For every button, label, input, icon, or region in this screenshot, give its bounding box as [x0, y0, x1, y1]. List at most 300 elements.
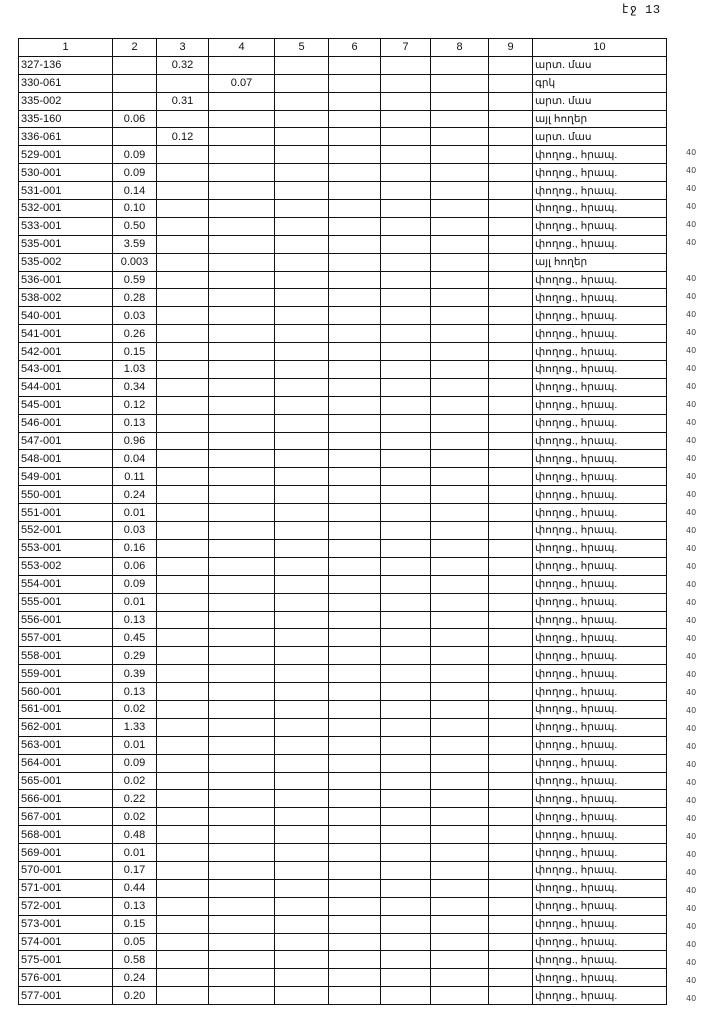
table-row: [19, 897, 667, 915]
empty-cell: [381, 146, 431, 164]
empty-cell: [489, 897, 533, 915]
table-row: [19, 56, 667, 74]
area-col3: [157, 897, 209, 915]
area-col3: [157, 879, 209, 897]
land-use-description: փողոց., հրապ.: [533, 486, 667, 504]
area-col4: [209, 754, 275, 772]
area-col4: [209, 378, 275, 396]
empty-cell: [431, 808, 489, 826]
parcel-code: 557-001: [19, 629, 113, 647]
table-row: [19, 790, 667, 808]
area-col2: 0.05: [113, 933, 157, 951]
empty-cell: [329, 164, 381, 182]
empty-cell: [329, 665, 381, 683]
land-use-description: փողոց., հրապ.: [533, 468, 667, 486]
parcel-code: 570-001: [19, 861, 113, 879]
empty-cell: [381, 772, 431, 790]
column-header: 9: [489, 39, 533, 57]
empty-cell: [275, 343, 329, 361]
area-col4: [209, 683, 275, 701]
parcel-code: 335-002: [19, 92, 113, 110]
empty-cell: [431, 361, 489, 379]
table-row: [19, 665, 667, 683]
empty-cell: [431, 343, 489, 361]
parcel-code: 535-002: [19, 253, 113, 271]
empty-cell: [381, 879, 431, 897]
table-row: [19, 271, 667, 289]
parcel-code: 561-001: [19, 700, 113, 718]
empty-cell: [489, 343, 533, 361]
area-col2: 0.24: [113, 969, 157, 987]
empty-cell: [489, 987, 533, 1005]
empty-cell: [431, 897, 489, 915]
table-row: [19, 700, 667, 718]
empty-cell: [329, 808, 381, 826]
empty-cell: [381, 253, 431, 271]
margin-annotation: 40: [686, 274, 697, 283]
parcel-code: 543-001: [19, 361, 113, 379]
empty-cell: [381, 647, 431, 665]
empty-cell: [381, 844, 431, 862]
empty-cell: [381, 951, 431, 969]
area-col3: [157, 951, 209, 969]
area-col4: [209, 826, 275, 844]
area-col2: 0.02: [113, 700, 157, 718]
area-col3: [157, 361, 209, 379]
area-col4: [209, 271, 275, 289]
area-col3: [157, 790, 209, 808]
empty-cell: [329, 325, 381, 343]
area-col4: [209, 200, 275, 218]
parcel-code: 540-001: [19, 307, 113, 325]
empty-cell: [329, 951, 381, 969]
empty-cell: [489, 396, 533, 414]
empty-cell: [431, 826, 489, 844]
empty-cell: [275, 74, 329, 92]
parcel-code: 548-001: [19, 450, 113, 468]
land-use-description: արտ. մաս: [533, 56, 667, 74]
empty-cell: [489, 772, 533, 790]
empty-cell: [431, 861, 489, 879]
land-use-description: այլ հողեր: [533, 253, 667, 271]
parcel-code: 551-001: [19, 504, 113, 522]
empty-cell: [431, 432, 489, 450]
empty-cell: [381, 826, 431, 844]
empty-cell: [489, 522, 533, 540]
margin-annotation: 40: [686, 382, 697, 391]
empty-cell: [275, 253, 329, 271]
empty-cell: [275, 629, 329, 647]
area-col2: [113, 92, 157, 110]
area-col4: [209, 897, 275, 915]
empty-cell: [329, 575, 381, 593]
empty-cell: [431, 271, 489, 289]
parcel-code: 577-001: [19, 987, 113, 1005]
empty-cell: [275, 611, 329, 629]
area-col3: [157, 629, 209, 647]
empty-cell: [489, 432, 533, 450]
empty-cell: [329, 235, 381, 253]
land-use-description: փողոց., հրապ.: [533, 378, 667, 396]
area-col3: [157, 343, 209, 361]
margin-annotation: 40: [686, 760, 697, 769]
area-col4: [209, 844, 275, 862]
empty-cell: [329, 522, 381, 540]
table-row: [19, 611, 667, 629]
empty-cell: [329, 56, 381, 74]
land-use-description: փողոց., հրապ.: [533, 200, 667, 218]
parcel-code: 565-001: [19, 772, 113, 790]
empty-cell: [275, 450, 329, 468]
empty-cell: [329, 468, 381, 486]
empty-cell: [381, 861, 431, 879]
empty-cell: [381, 718, 431, 736]
land-use-description: փողոց., հրապ.: [533, 844, 667, 862]
area-col4: [209, 504, 275, 522]
area-col2: 0.06: [113, 110, 157, 128]
empty-cell: [489, 128, 533, 146]
empty-cell: [431, 647, 489, 665]
table-row: [19, 969, 667, 987]
area-col2: [113, 128, 157, 146]
land-use-description: փողոց., հրապ.: [533, 539, 667, 557]
empty-cell: [275, 128, 329, 146]
area-col4: [209, 128, 275, 146]
empty-cell: [489, 146, 533, 164]
area-col2: 0.01: [113, 593, 157, 611]
margin-annotation: 40: [686, 598, 697, 607]
empty-cell: [381, 361, 431, 379]
land-use-description: գրկ: [533, 74, 667, 92]
empty-cell: [431, 128, 489, 146]
empty-cell: [381, 611, 431, 629]
empty-cell: [489, 718, 533, 736]
table-row: [19, 128, 667, 146]
empty-cell: [329, 647, 381, 665]
area-col2: 0.16: [113, 539, 157, 557]
empty-cell: [431, 414, 489, 432]
empty-cell: [381, 933, 431, 951]
table-row: [19, 146, 667, 164]
margin-annotation: 40: [686, 778, 697, 787]
empty-cell: [329, 700, 381, 718]
empty-cell: [329, 969, 381, 987]
table-row: [19, 217, 667, 235]
area-col4: [209, 987, 275, 1005]
parcel-code: 538-002: [19, 289, 113, 307]
area-col2: 0.09: [113, 754, 157, 772]
empty-cell: [489, 575, 533, 593]
land-use-description: փողոց., հրապ.: [533, 772, 667, 790]
area-col3: [157, 200, 209, 218]
empty-cell: [329, 557, 381, 575]
empty-cell: [431, 164, 489, 182]
empty-cell: [431, 539, 489, 557]
area-col2: 0.13: [113, 414, 157, 432]
land-use-description: փողոց., հրապ.: [533, 951, 667, 969]
empty-cell: [489, 665, 533, 683]
empty-cell: [329, 897, 381, 915]
parcel-code: 563-001: [19, 736, 113, 754]
margin-annotation: 40: [686, 940, 697, 949]
land-use-description: փողոց., հրապ.: [533, 289, 667, 307]
margin-annotation: 40: [686, 922, 697, 931]
empty-cell: [489, 200, 533, 218]
land-use-description: արտ. մաս: [533, 92, 667, 110]
table-row: [19, 951, 667, 969]
empty-cell: [275, 361, 329, 379]
empty-cell: [329, 486, 381, 504]
empty-cell: [329, 271, 381, 289]
area-col3: [157, 861, 209, 879]
area-col3: [157, 146, 209, 164]
empty-cell: [329, 253, 381, 271]
area-col3: [157, 754, 209, 772]
area-col4: [209, 772, 275, 790]
empty-cell: [381, 289, 431, 307]
empty-cell: [489, 915, 533, 933]
area-col2: 0.11: [113, 468, 157, 486]
area-col3: [157, 307, 209, 325]
area-col4: [209, 790, 275, 808]
empty-cell: [489, 450, 533, 468]
parcel-code: 555-001: [19, 593, 113, 611]
land-use-description: փողոց., հրապ.: [533, 414, 667, 432]
empty-cell: [381, 915, 431, 933]
empty-cell: [329, 146, 381, 164]
area-col4: [209, 575, 275, 593]
empty-cell: [381, 575, 431, 593]
area-col4: [209, 396, 275, 414]
empty-cell: [381, 987, 431, 1005]
area-col4: [209, 414, 275, 432]
area-col2: 0.20: [113, 987, 157, 1005]
land-use-description: փողոց., հրապ.: [533, 736, 667, 754]
margin-annotation: 40: [686, 994, 697, 1003]
area-col4: [209, 915, 275, 933]
area-col4: [209, 539, 275, 557]
empty-cell: [381, 74, 431, 92]
empty-cell: [489, 378, 533, 396]
empty-cell: [489, 861, 533, 879]
land-use-description: փողոց., հրապ.: [533, 754, 667, 772]
area-col4: [209, 522, 275, 540]
parcel-code: 567-001: [19, 808, 113, 826]
parcel-code: 553-001: [19, 539, 113, 557]
empty-cell: [381, 468, 431, 486]
empty-cell: [329, 593, 381, 611]
land-use-description: փողոց., հրապ.: [533, 969, 667, 987]
land-use-description: փողոց., հրապ.: [533, 790, 667, 808]
empty-cell: [275, 307, 329, 325]
margin-annotation: 40: [686, 742, 697, 751]
margin-annotation: 40: [686, 508, 697, 517]
area-col4: [209, 557, 275, 575]
column-header: 7: [381, 39, 431, 57]
empty-cell: [489, 164, 533, 182]
empty-cell: [431, 200, 489, 218]
land-use-description: փողոց., հրապ.: [533, 271, 667, 289]
empty-cell: [275, 879, 329, 897]
empty-cell: [489, 468, 533, 486]
parcel-code: 559-001: [19, 665, 113, 683]
empty-cell: [275, 933, 329, 951]
empty-cell: [489, 289, 533, 307]
area-col3: [157, 683, 209, 701]
column-header: 5: [275, 39, 329, 57]
empty-cell: [489, 593, 533, 611]
column-header: 6: [329, 39, 381, 57]
area-col2: 0.09: [113, 164, 157, 182]
margin-annotation: 40: [686, 958, 697, 967]
empty-cell: [431, 235, 489, 253]
area-col3: [157, 700, 209, 718]
empty-cell: [329, 343, 381, 361]
area-col4: [209, 164, 275, 182]
empty-cell: [381, 557, 431, 575]
empty-cell: [275, 289, 329, 307]
empty-cell: [489, 217, 533, 235]
empty-cell: [275, 504, 329, 522]
empty-cell: [431, 629, 489, 647]
area-col3: [157, 522, 209, 540]
empty-cell: [431, 522, 489, 540]
empty-cell: [489, 951, 533, 969]
empty-cell: [329, 933, 381, 951]
empty-cell: [381, 629, 431, 647]
empty-cell: [381, 754, 431, 772]
area-col4: [209, 450, 275, 468]
table-row: [19, 343, 667, 361]
empty-cell: [329, 378, 381, 396]
area-col3: [157, 110, 209, 128]
empty-cell: [275, 915, 329, 933]
empty-cell: [275, 378, 329, 396]
parcel-code: 552-001: [19, 522, 113, 540]
parcel-code: 330-061: [19, 74, 113, 92]
empty-cell: [329, 200, 381, 218]
parcel-code: 562-001: [19, 718, 113, 736]
margin-annotation: 40: [686, 238, 697, 247]
land-use-description: փողոց., հրապ.: [533, 217, 667, 235]
table-row: [19, 539, 667, 557]
margin-annotation: 40: [686, 166, 697, 175]
header-row: [19, 39, 667, 57]
empty-cell: [489, 844, 533, 862]
parcel-code: 568-001: [19, 826, 113, 844]
empty-cell: [329, 611, 381, 629]
area-col3: [157, 593, 209, 611]
empty-cell: [431, 146, 489, 164]
empty-cell: [329, 307, 381, 325]
empty-cell: [329, 826, 381, 844]
empty-cell: [431, 611, 489, 629]
margin-annotation: 40: [686, 328, 697, 337]
land-use-description: փողոց., հրապ.: [533, 396, 667, 414]
table-row: [19, 933, 667, 951]
table-row: [19, 200, 667, 218]
empty-cell: [329, 450, 381, 468]
empty-cell: [431, 325, 489, 343]
empty-cell: [381, 432, 431, 450]
margin-annotation: 40: [686, 724, 697, 733]
area-col3: [157, 504, 209, 522]
land-use-description: փողոց., հրապ.: [533, 504, 667, 522]
table-row: [19, 307, 667, 325]
empty-cell: [275, 522, 329, 540]
column-header: 8: [431, 39, 489, 57]
area-col2: 1.33: [113, 718, 157, 736]
area-col4: [209, 951, 275, 969]
parcel-code: 532-001: [19, 200, 113, 218]
area-col2: 0.39: [113, 665, 157, 683]
area-col2: 0.01: [113, 504, 157, 522]
table-row: [19, 683, 667, 701]
empty-cell: [329, 879, 381, 897]
empty-cell: [431, 396, 489, 414]
empty-cell: [381, 504, 431, 522]
land-use-description: փողոց., հրապ.: [533, 164, 667, 182]
empty-cell: [275, 736, 329, 754]
margin-annotation: 40: [686, 310, 697, 319]
margin-annotation: 40: [686, 886, 697, 895]
empty-cell: [489, 539, 533, 557]
parcel-code: 558-001: [19, 647, 113, 665]
empty-cell: [329, 414, 381, 432]
area-col2: 0.17: [113, 861, 157, 879]
area-col2: 0.12: [113, 396, 157, 414]
empty-cell: [275, 700, 329, 718]
empty-cell: [381, 92, 431, 110]
margin-annotation: 40: [686, 418, 697, 427]
land-use-description: փողոց., հրապ.: [533, 182, 667, 200]
table-row: [19, 325, 667, 343]
parcel-code: 529-001: [19, 146, 113, 164]
margin-annotation: 40: [686, 202, 697, 211]
margin-annotation: 40: [686, 454, 697, 463]
empty-cell: [329, 629, 381, 647]
area-col2: 0.34: [113, 378, 157, 396]
area-col2: 0.06: [113, 557, 157, 575]
empty-cell: [431, 790, 489, 808]
column-header: 3: [157, 39, 209, 57]
area-col3: [157, 987, 209, 1005]
empty-cell: [489, 683, 533, 701]
area-col4: [209, 146, 275, 164]
empty-cell: [489, 182, 533, 200]
land-use-description: փողոց., հրապ.: [533, 235, 667, 253]
empty-cell: [381, 665, 431, 683]
empty-cell: [275, 987, 329, 1005]
empty-cell: [489, 504, 533, 522]
margin-annotation: 40: [686, 832, 697, 841]
empty-cell: [329, 861, 381, 879]
empty-cell: [275, 683, 329, 701]
empty-cell: [329, 289, 381, 307]
empty-cell: [275, 468, 329, 486]
empty-cell: [329, 539, 381, 557]
margin-annotation: 40: [686, 148, 697, 157]
area-col3: [157, 235, 209, 253]
area-col3: [157, 915, 209, 933]
margin-annotation: 40: [686, 400, 697, 409]
area-col4: [209, 92, 275, 110]
table-row: [19, 879, 667, 897]
empty-cell: [431, 593, 489, 611]
parcel-code: 560-001: [19, 683, 113, 701]
empty-cell: [381, 217, 431, 235]
land-use-description: փողոց., հրապ.: [533, 683, 667, 701]
